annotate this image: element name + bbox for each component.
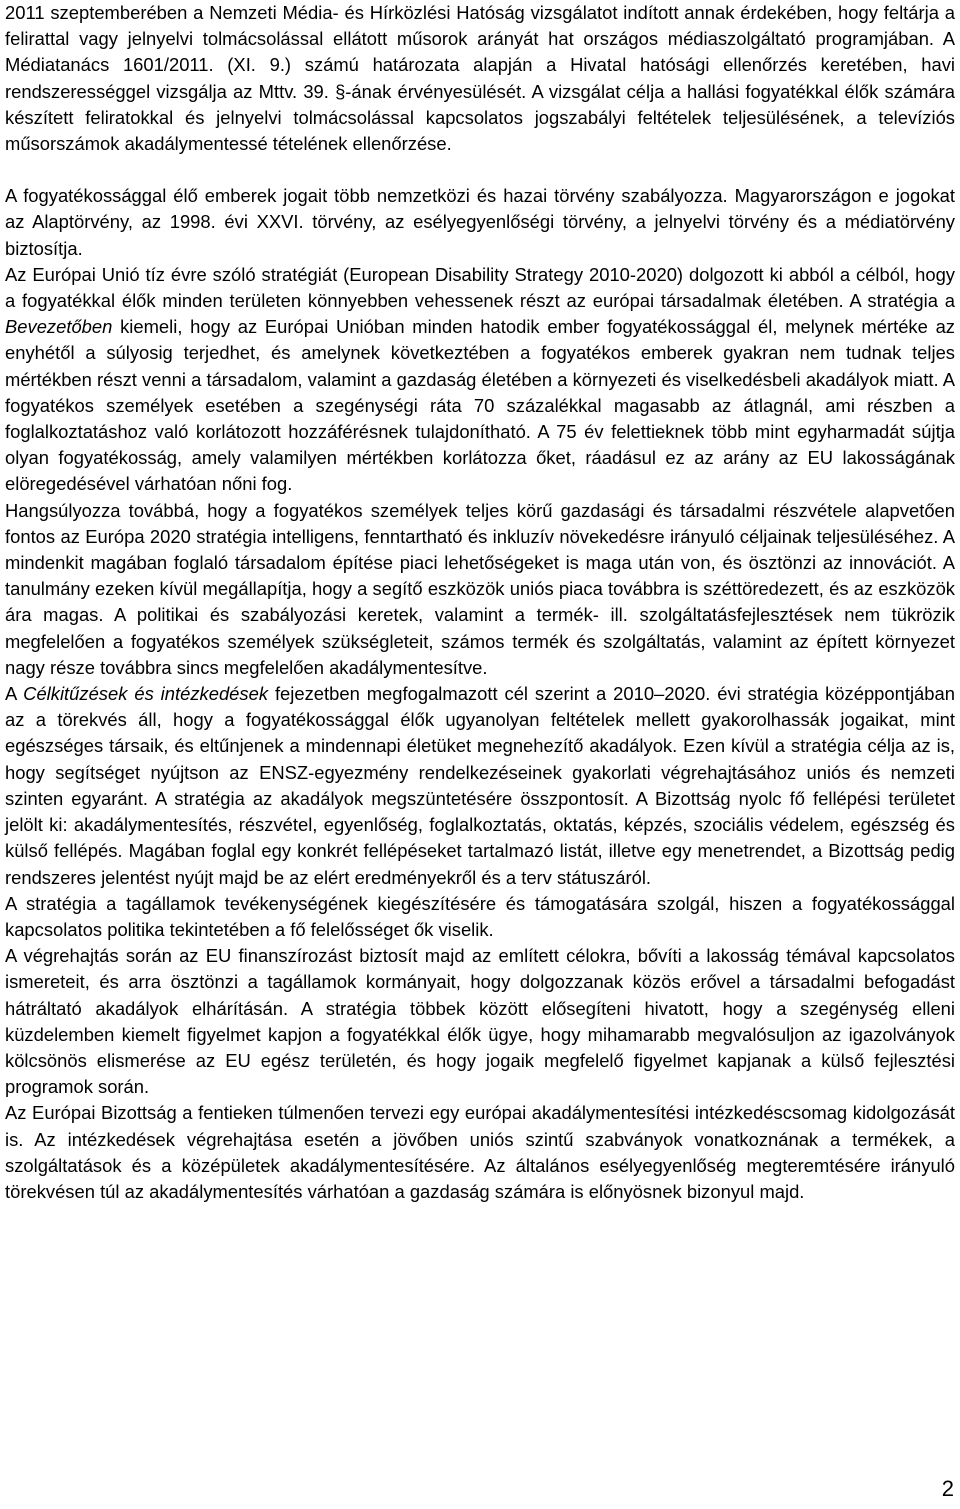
paragraph-legal-framework: A fogyatékossággal élő emberek jogait több nemzetközi és hazai törvény szabályozza. Magyarországon e jogokat az Alaptörvény, az 1998. évi XXVI. törvény, az esélyegyenlőségi törvény, a jelnyelvi törvény és a médiatörvény biztosítja. (5, 185, 955, 259)
italic-term-celkituzesek: Célkitűzések és intézkedések (23, 683, 269, 705)
paragraph-objectives (5, 681, 955, 891)
paragraph-text-segment: A (5, 683, 24, 705)
document-page (5, 0, 955, 1205)
paragraph-nmhh-investigation: 2011 szeptemberében a Nemzeti Média- és Hírközlési Hatóság vizsgálatot indított annak érdekében, hogy feltárja a felirattal vagy jelnyelvi tolmácsolással ellátott műsorok arányát hat országos médiaszolgáltató programjában. A Médiatanács 1601/2011. (XI. 9.) számú határozata alapján a Hivatal hatósági ellenőrzés keretében, havi rendszerességgel vizsgálja az Mttv. 39. §-ának érvényesülését. A vizsgálat célja a hallási fogyatékkal élők számára készített feliratokkal és jelnyelvi tolmácsolással kapcsolatos jogszabályi feltételek teljesülésének, a televíziós műsorszámok akadálymentessé tételének ellenőrzése. (5, 2, 955, 155)
italic-term-bevezeto: Bevezetőben (5, 316, 113, 338)
paragraph-text-segment: kiemeli, hogy az Európai Unióban minden hatodik ember fogyatékossággal él, melynek mértéke az enyhétől a súlyosig terjedhet, és amelynek következtében a fogyatékos emberek gyakran nem tudnak teljes mértékben részt venni a társadalom, valamint a gazdaság életében a környezeti és viselkedésbeli akadályok miatt. A fogyatékos személyek esetében a szegénységi ráta 70 százalékkal magasabb az átlagnál, ami részben a foglalkoztatáshoz való korlátozott hozzáférésnek tulajdonítható. A 75 év felettieknek több mint egyharmadát sújtja olyan fogyatékosság, amely valamilyen mértékben korlátozza őket, ráadásul ez az arány az EU lakosságának elöregedésével várhatóan nőni fog. (5, 316, 955, 495)
paragraph-text-segment: fejezetben megfogalmazott cél szerint a 2010–2020. évi stratégia középpontjában az a törekvés áll, hogy a fogyatékossággal élők ugyanolyan feltételek mellett gyakorolhassák jogaikat, mint egészséges társaik, és eltűnjenek a mindennapi életüket megnehezítő akadályok. Ezen kívül a stratégia célja az is, hogy segítséget nyújtson az ENSZ-egyezmény rendelkezéseinek gyakorlati végrehajtásához uniós és nemzeti szinten egyaránt. A stratégia az akadályok megszüntetésére összpontosít. A Bizottság nyolc fő fellépési területet jelölt ki: akadálymentesítés, részvétel, egyenlőség, foglalkoztatás, oktatás, képzés, szociális védelem, egészség és külső fellépés. Magában foglal egy konkrét fellépéseket tartalmazó listát, illetve egy menetrendet, a Bizottság pedig rendszeres jelentést nyújt majd be az elért eredményekről és a terv státuszáról. (5, 683, 955, 888)
page-number: 2 (941, 1476, 954, 1501)
paragraph-implementation: A végrehajtás során az EU finanszírozást biztosít majd az említett célokra, bővíti a lakosság témával kapcsolatos ismereteit, és arra ösztönzi a tagállamok kormányait, hogy dolgozzanak közös erővel a társadalmi befogadást hátráltató akadályok elhárításán. A stratégia többek között elősegíteni hivatott, hogy a szegénység elleni küzdelemben kiemelt figyelmet kapjon a fogyatékkal élők ügye, hogy mihamarabb megvalósuljon az igazolványok kölcsönös elismerése az EU egész területén, és hogy jogaik megfelelő figyelmet kapjanak a külső fejlesztési programok során. (5, 945, 955, 1098)
paragraph-text-segment: Az Európai Unió tíz évre szóló stratégiát (European Disability Strategy 2010-2020) dolgozott ki abból a célból, hogy a fogyatékkal élők minden területen könnyebben vehessenek részt az európai társadalmak életében. A stratégia a (5, 263, 955, 312)
paragraph-accessibility-act: Az Európai Bizottság a fentieken túlmenően tervezi egy európai akadálymentesítési intézkedéscsomag kidolgozását is. Az intézkedések végrehajtása esetén a jövőben uniós szintű szabványok vonatkoznának a termékek, a szolgáltatások és a középületek akadálymentesítésére. Az általános esélyegyenlőség megteremtésére irányuló törekvésen túl az akadálymentesítés várhatóan a gazdaság számára is előnyösnek bizonyul majd. (5, 1102, 955, 1202)
paragraph-member-states: A stratégia a tagállamok tevékenységének kiegészítésére és támogatására szolgál, hiszen a fogyatékossággal kapcsolatos politika tekintetében a fő felelősséget ők viselik. (5, 892, 955, 940)
paragraph-participation: Hangsúlyozza továbbá, hogy a fogyatékos személyek teljes körű gazdasági és társadalmi részvétele alapvetően fontos az Európa 2020 stratégia intelligens, fenntartható és inkluzív növekedésre irányuló céljainak teljesüléséhez. A mindenkit magában foglaló társadalom építése piaci lehetőségeket is maga után von, és ösztönzi az innovációt. A tanulmány ezeken kívül megállapítja, hogy a segítő eszközök uniós piaca továbbra is széttöredezett, és az eszközök ára magas. A politikai és szabályozási keretek, valamint a termék- ill. szolgáltatásfejlesztések nem tükrözik megfelelően a fogyatékos személyek szükségleteit, számos termék és szolgáltatás, valamint az épített környezet nagy része továbbra sincs megfelelően akadálymentesítve. (5, 499, 955, 678)
paragraph-eu-strategy (5, 262, 955, 498)
